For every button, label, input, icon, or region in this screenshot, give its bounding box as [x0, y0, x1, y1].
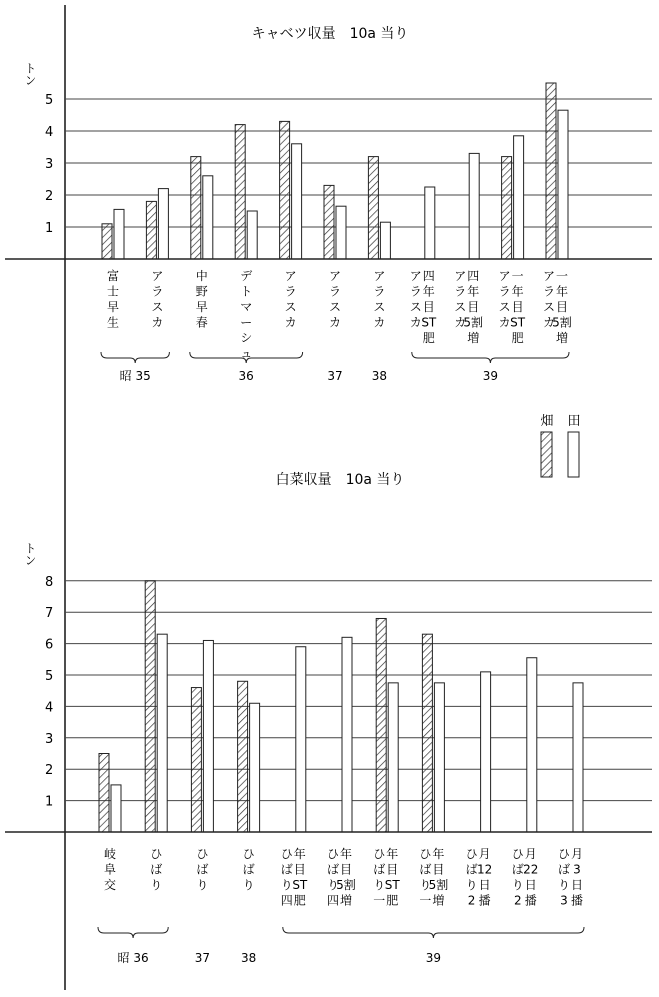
category-label-char: 早	[106, 300, 120, 314]
bar-paddy	[425, 187, 435, 259]
bar-upland	[324, 185, 334, 259]
bar-upland	[235, 125, 245, 259]
category-label-char: ひ	[326, 847, 340, 861]
category-label-char: 22	[523, 862, 539, 877]
category-label-char: カ	[284, 315, 297, 330]
y-tick-label: 1	[45, 794, 54, 810]
category-label-char: ス	[498, 300, 511, 314]
category-label-char: 増	[555, 331, 569, 345]
category-label-char: 増	[467, 331, 480, 345]
category-label-char: 日	[478, 878, 491, 892]
category-label-char: ラ	[373, 284, 386, 299]
category-label-char: 年	[386, 847, 399, 861]
bar-paddy	[342, 637, 352, 832]
year-group-label: 37	[327, 369, 343, 383]
category-label-char: ア	[284, 269, 297, 283]
legend	[540, 413, 580, 477]
category-label-char: ST	[384, 878, 400, 892]
category-label-char: カ	[328, 315, 342, 330]
category-label-char: 月	[524, 847, 537, 861]
category-label-char: ア	[328, 269, 342, 283]
category-label-char: ア	[409, 269, 422, 283]
chinese-cabbage-year-groups	[98, 927, 584, 965]
category-label-char: ひ	[150, 847, 163, 861]
category-label-char: 士	[106, 284, 120, 299]
cabbage-year-groups	[101, 352, 569, 383]
category-label-char: カ	[542, 315, 556, 330]
year-brace	[98, 927, 168, 938]
category-label-char: 3	[573, 862, 581, 877]
category-label-char: 日	[570, 878, 584, 892]
year-group-label: 38	[240, 951, 257, 965]
chinese-cabbage-y-unit: トン	[23, 542, 37, 566]
category-label-char: ば	[557, 862, 571, 877]
y-tick-label: 4	[45, 700, 54, 716]
category-label-char: カ	[409, 315, 422, 330]
chinese-cabbage-category-labels	[104, 846, 583, 908]
category-label-char: 早	[195, 300, 208, 314]
bar-upland	[422, 634, 432, 832]
bar-upland	[99, 754, 109, 833]
bar-paddy	[203, 640, 213, 832]
year-brace	[101, 352, 169, 363]
bar-upland	[191, 688, 201, 832]
category-label-char: ば	[419, 862, 432, 877]
bar-paddy	[296, 647, 306, 832]
bar-paddy	[434, 683, 444, 832]
bar-paddy	[573, 683, 583, 832]
category-label-char: ば	[465, 862, 478, 877]
category-label-char: 一	[419, 893, 432, 908]
category-label-char: 肥	[511, 331, 524, 345]
category-label-char: ひ	[419, 847, 432, 861]
category-label-char: 年	[511, 284, 524, 299]
year-group-label: 37	[194, 951, 211, 965]
year-group-label: 39	[482, 369, 499, 383]
bar-paddy	[388, 683, 398, 832]
category-label-char: 年	[339, 847, 353, 861]
y-tick-label: 7	[45, 606, 54, 622]
y-tick-label: 3	[45, 157, 54, 172]
y-tick-label: 2	[45, 189, 54, 204]
category-label-char: ラ	[498, 284, 511, 299]
category-label-char: ば	[511, 862, 524, 877]
category-label-char: 月	[570, 847, 584, 861]
category-label-char: 阜	[103, 862, 117, 877]
category-label-char: 12	[476, 862, 493, 877]
bar-upland	[376, 618, 386, 832]
category-label-char: ラ	[151, 284, 164, 299]
cabbage-chart	[5, 25, 652, 383]
bar-upland	[368, 157, 378, 259]
category-label-char: 春	[195, 315, 208, 330]
category-label-char: 四	[326, 893, 340, 908]
category-label-char: ラ	[409, 284, 422, 299]
bar-paddy	[158, 189, 168, 259]
category-label-char: ラ	[328, 284, 342, 299]
category-label-char: 目	[555, 300, 569, 314]
category-label-char: ひ	[242, 847, 255, 861]
category-label-char: ス	[284, 300, 297, 314]
category-label-char: ば	[326, 862, 340, 877]
category-label-char: ば	[150, 862, 163, 877]
category-label-char: ス	[454, 300, 467, 314]
category-label-char: 目	[467, 300, 480, 314]
category-label-char: マ	[240, 300, 253, 314]
category-label-char: 年	[293, 847, 306, 861]
category-label-char: り	[557, 878, 571, 892]
category-label-char: ー	[240, 315, 253, 330]
category-label-char: ひ	[280, 847, 293, 861]
category-label-char: カ	[498, 315, 511, 330]
category-label-char: 一	[511, 269, 524, 283]
bar-upland	[191, 157, 201, 259]
category-label-char: ひ	[373, 847, 386, 861]
year-brace	[412, 352, 569, 363]
category-label-char: ア	[498, 269, 511, 283]
category-label-char: ア	[151, 269, 164, 283]
category-label-char: 播	[478, 893, 491, 908]
category-label-char: 2	[467, 893, 476, 908]
bar-paddy	[247, 211, 257, 259]
bar-paddy	[292, 144, 302, 259]
legend-swatch-upland	[541, 432, 552, 477]
category-label-char: 播	[524, 893, 537, 908]
category-label-char: 目	[386, 862, 399, 877]
category-label-char: り	[326, 878, 340, 892]
category-label-char: 肥	[422, 331, 435, 345]
category-label-char: り	[465, 878, 478, 892]
bar-paddy	[157, 634, 167, 832]
category-label-char: 目	[422, 300, 435, 314]
category-label-char: ば	[196, 862, 209, 877]
category-label-char: 四	[280, 893, 293, 908]
category-label-char: り	[419, 878, 432, 892]
category-label-char: デ	[240, 269, 253, 283]
year-group-label: 昭 35	[119, 369, 151, 383]
category-label-char: 月	[478, 847, 491, 861]
category-label-char: ス	[373, 300, 386, 314]
bar-paddy	[203, 176, 213, 259]
bar-paddy	[250, 703, 260, 832]
category-label-char: 野	[195, 284, 208, 299]
bar-upland	[102, 224, 112, 259]
bar-paddy	[514, 136, 524, 259]
category-label-char: 目	[293, 862, 306, 877]
category-label-char: り	[150, 878, 163, 892]
category-label-char: 肥	[293, 893, 306, 908]
category-label-char: り	[373, 878, 386, 892]
bar-upland	[145, 581, 155, 832]
y-tick-label: 3	[45, 731, 54, 747]
bar-paddy	[336, 206, 346, 259]
category-label-char: 増	[339, 893, 353, 908]
category-label-char: ば	[280, 862, 293, 877]
category-label-char: 増	[432, 893, 445, 908]
category-label-char: ST	[292, 878, 308, 892]
category-label-char: ア	[454, 269, 467, 283]
category-label-char: 一	[373, 893, 386, 908]
year-group-label: 38	[371, 369, 388, 383]
cabbage-bars	[102, 83, 568, 259]
category-label-char: ト	[240, 284, 253, 299]
category-label-char: 日	[524, 878, 537, 892]
y-tick-label: 4	[45, 125, 54, 140]
bar-paddy	[558, 110, 568, 259]
category-label-char: ラ	[284, 284, 297, 299]
category-label-char: ひ	[511, 847, 524, 861]
legend-label-upland: 畑	[540, 414, 554, 429]
bar-paddy	[380, 222, 390, 259]
category-label-char: 生	[106, 315, 120, 330]
y-tick-label: 1	[45, 221, 54, 236]
category-label-char: ア	[542, 269, 556, 283]
category-label-char: 交	[103, 878, 117, 892]
category-label-char: 中	[195, 269, 208, 283]
category-label-char: 5割	[463, 315, 484, 330]
bar-paddy	[481, 672, 491, 832]
category-label-char: 年	[467, 284, 480, 299]
category-label-char: 目	[511, 300, 524, 314]
bar-upland	[280, 121, 290, 259]
category-label-char: ひ	[557, 847, 571, 861]
category-label-char: ア	[373, 269, 386, 283]
category-label-char: ラ	[454, 284, 467, 299]
bar-upland	[502, 157, 512, 259]
category-label-char: ST	[510, 315, 526, 330]
cabbage-y-unit: トン	[23, 62, 37, 86]
y-tick-label: 5	[45, 93, 54, 108]
category-label-char: ば	[242, 862, 255, 877]
bar-upland	[546, 83, 556, 259]
category-label-char: 目	[432, 862, 445, 877]
cabbage-category-labels	[107, 268, 572, 361]
bar-paddy	[114, 209, 124, 259]
category-label-char: ス	[151, 300, 164, 314]
bar-upland	[146, 201, 156, 259]
category-label-char: カ	[151, 315, 164, 330]
category-label-char: り	[280, 878, 293, 892]
category-label-char: ば	[373, 862, 386, 877]
category-label-char: 2	[513, 893, 522, 908]
chinese-cabbage-chart	[5, 471, 652, 965]
category-label-char: 5割	[552, 315, 572, 330]
category-label-char: ひ	[465, 847, 478, 861]
y-tick-label: 6	[45, 637, 54, 653]
category-label-char: り	[196, 878, 209, 892]
category-label-char: ュ	[240, 346, 253, 361]
category-label-char: 5割	[336, 878, 356, 892]
category-label-char: ス	[409, 300, 422, 314]
category-label-char: 四	[422, 269, 435, 283]
category-label-char: ラ	[542, 284, 556, 299]
y-tick-label: 8	[45, 574, 54, 590]
category-label-char: カ	[454, 315, 467, 330]
y-tick-label: 5	[45, 669, 54, 684]
category-label-char: 岐	[103, 847, 117, 861]
year-group-label: 36	[238, 369, 254, 383]
category-label-char: 年	[432, 847, 445, 861]
y-tick-label: 2	[45, 763, 54, 779]
category-label-char: 富	[106, 269, 120, 283]
category-label-char: 年	[555, 284, 569, 299]
category-label-char: ス	[328, 300, 342, 314]
year-group-label: 39	[425, 951, 442, 965]
category-label-char: 年	[422, 284, 435, 299]
category-label-char: 肥	[386, 893, 399, 908]
category-label-char: 3	[560, 893, 568, 908]
year-brace	[283, 927, 584, 938]
category-label-char: シ	[240, 331, 253, 345]
category-label-char: 目	[339, 862, 353, 877]
legend-swatch-paddy	[568, 432, 579, 477]
category-label-char: 播	[570, 893, 584, 908]
chinese-cabbage-chart-title: 白菜収量 10a 当り	[275, 472, 405, 488]
category-label-char: カ	[373, 315, 386, 330]
category-label-char: ST	[421, 315, 437, 330]
bar-paddy	[527, 658, 537, 832]
cabbage-chart-title: キャベツ収量 10a 当り	[251, 26, 409, 42]
bar-paddy	[469, 153, 479, 259]
category-label-char: ひ	[196, 847, 209, 861]
category-label-char: 一	[555, 269, 569, 283]
category-label-char: 四	[467, 269, 480, 283]
category-label-char: 5割	[428, 878, 449, 892]
year-group-label: 昭 36	[117, 951, 149, 965]
category-label-char: り	[242, 878, 255, 892]
bar-upland	[238, 681, 248, 832]
legend-label-paddy: 田	[567, 414, 581, 429]
bar-paddy	[111, 785, 121, 832]
category-label-char: ス	[542, 300, 556, 314]
category-label-char: り	[511, 878, 524, 892]
